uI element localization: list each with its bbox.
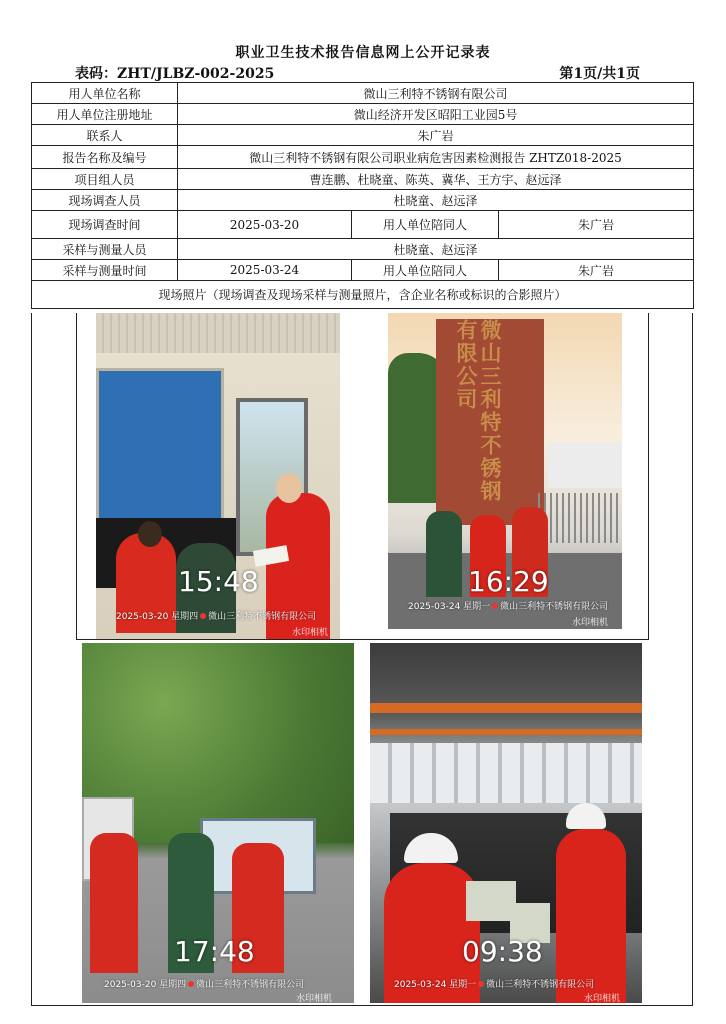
photo-3-camera: 水印相机 [296,994,333,1003]
address-value: 微山经济开发区昭阳工业园5号 [178,104,694,125]
sampling-staff-value: 杜晓童、赵远泽 [178,239,694,260]
photo-factory-sampling [370,643,642,1003]
report-value: 微山三利特不锈钢有限公司职业病危害因素检测报告 ZHTZ018-2025 [178,146,694,169]
company-sign-text: 微山三利特不锈钢有限公司 [454,319,503,503]
survey-time-value: 2025-03-20 [178,211,352,239]
photo-3-stamp: 2025-03-20 星期四 微山三利特不锈钢有限公司 [104,980,305,990]
sampling-staff-label: 采样与测量人员 [32,239,178,260]
photo-2-camera: 水印相机 [572,618,609,628]
address-label: 用人单位注册地址 [32,104,178,125]
photo-office-survey [96,313,340,639]
photos-label: 现场照片（现场调查及现场采样与测量照片，含企业名称或标识的合影照片） [32,281,694,309]
sampling-escort-value: 朱广岩 [499,260,694,281]
report-label: 报告名称及编号 [32,146,178,169]
team-label: 项目组人员 [32,169,178,190]
photo-4-camera: 水印相机 [584,994,621,1003]
sampling-time-value: 2025-03-24 [178,260,352,281]
page-number: 第1页/共1页 [559,66,640,82]
photo-1-stamp: 2025-03-20 星期四 微山三利特不锈钢有限公司 [116,612,317,622]
sampling-escort-label: 用人单位陪同人 [352,260,499,281]
survey-escort-label: 用人单位陪同人 [352,211,499,239]
photo-4-time: 09:38 [462,935,543,968]
contact-label: 联系人 [32,125,178,146]
photo-1-time: 15:48 [178,565,259,598]
survey-staff-label: 现场调查人员 [32,190,178,211]
document-title: 职业卫生技术报告信息网上公开记录表 [235,45,491,61]
photo-2-stamp: 2025-03-24 星期一 微山三利特不锈钢有限公司 [408,602,609,612]
photo-1-camera: 水印相机 [292,628,329,638]
unit-name-value: 微山三利特不锈钢有限公司 [178,83,694,104]
sampling-time-label: 采样与测量时间 [32,260,178,281]
contact-value: 朱广岩 [178,125,694,146]
photo-company-sign [388,313,622,629]
photo-4-stamp: 2025-03-24 星期一 微山三利特不锈钢有限公司 [394,980,595,990]
survey-escort-value: 朱广岩 [499,211,694,239]
team-value: 曹连鹏、杜晓童、陈英、冀华、王方宇、赵远泽 [178,169,694,190]
form-code: 表码：ZHT/JLBZ-002-2025 [75,66,275,82]
unit-name-label: 用人单位名称 [32,83,178,104]
info-table [31,82,694,309]
photo-outdoor-group [82,643,354,1003]
survey-staff-value: 杜晓童、赵远泽 [178,190,694,211]
photo-2-time: 16:29 [468,565,549,598]
photo-area [31,313,693,1006]
photo-3-time: 17:48 [174,935,255,968]
survey-time-label: 现场调查时间 [32,211,178,239]
